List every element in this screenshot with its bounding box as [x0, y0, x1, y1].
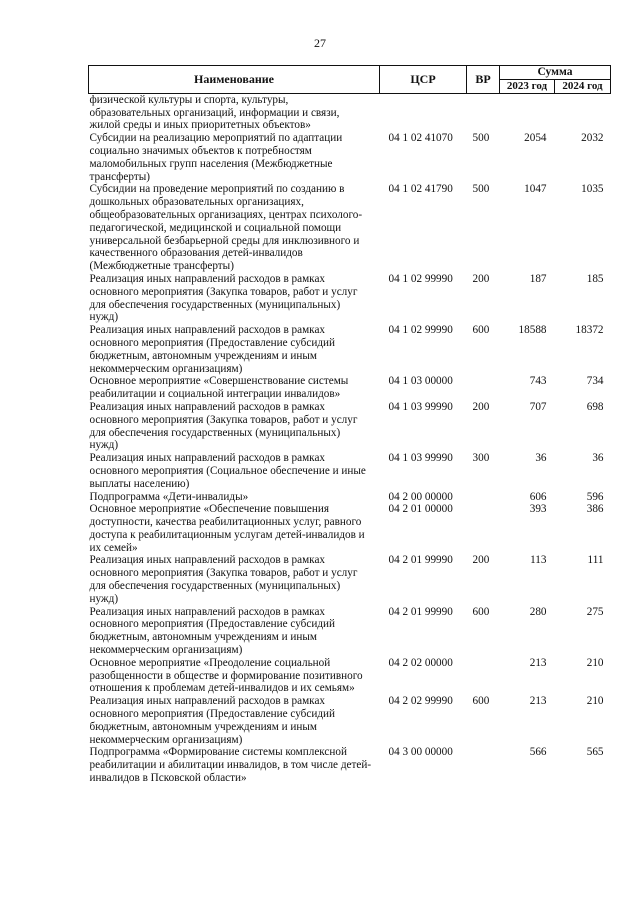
- header-csr: ЦСР: [380, 66, 467, 94]
- row-vr-code: 600: [472, 324, 490, 337]
- row-amount-2023: 113: [530, 554, 547, 567]
- table-row: [89, 606, 611, 657]
- row-vr-code: 200: [472, 272, 490, 285]
- table-row: [89, 375, 611, 401]
- row-vr-code: [467, 503, 500, 554]
- row-amount-2024: 275: [586, 605, 604, 618]
- table-row: [89, 554, 611, 605]
- row-amount-2023: [500, 93, 555, 132]
- row-amount-2023: 1047: [524, 183, 547, 196]
- header-name: Наименование: [89, 66, 380, 94]
- row-amount-2024: 698: [586, 400, 604, 413]
- row-amount-2024: 111: [587, 554, 604, 567]
- row-vr-code: 300: [472, 452, 490, 465]
- row-name: Основное мероприятие «Обеспечение повышения доступности, качества реабилитационных услуг, равного доступа к реабилитационным услугам детей-инвалидов и их семей»: [89, 503, 365, 554]
- row-vr-code: 200: [472, 554, 490, 567]
- row-amount-2023: 36: [535, 452, 547, 465]
- row-csr-code: 04 1 03 99990: [388, 400, 453, 413]
- row-csr-code: 04 1 03 00000: [388, 375, 453, 388]
- row-amount-2024: 36: [592, 452, 604, 465]
- row-csr-code: 04 1 02 99990: [388, 272, 453, 285]
- row-amount-2023: 187: [529, 272, 547, 285]
- row-name: Реализация иных направлений расходов в рамках основного мероприятия (Закупка товаров, работ и услуг для обеспечения государственных (муниципальных) нужд): [89, 400, 358, 452]
- row-csr-code: 04 2 02 99990: [388, 695, 453, 708]
- row-csr-code: 04 2 01 99990: [388, 605, 453, 618]
- row-csr-code: 04 2 00 00000: [388, 490, 453, 503]
- row-amount-2023: 213: [529, 656, 547, 669]
- row-csr-code: 04 2 01 99990: [388, 554, 453, 567]
- table-row: [89, 273, 611, 324]
- row-amount-2024: 565: [586, 746, 604, 759]
- row-amount-2024: 1035: [581, 183, 604, 196]
- row-name: Субсидии на проведение мероприятий по созданию в дошкольных образовательных организациях, общеобразовательных организациях, центрах психолого-педагогической, медицинской и социальной помощи универсальной безбарьерной среды для инклюзивного и качественного образования детей-инвалидов (Межбюджетные трансферты): [89, 183, 363, 273]
- budget-table: [88, 65, 611, 785]
- row-name: Субсидии на реализацию мероприятий по адаптации социально значимых объектов к потребностям маломобильных групп населения (Межбюджетные трансферты): [89, 132, 343, 183]
- row-csr-code: 04 1 02 41790: [388, 183, 453, 196]
- table-row: [89, 452, 611, 490]
- row-amount-2023: 280: [529, 605, 547, 618]
- table-row: [89, 401, 611, 452]
- row-amount-2024: 185: [586, 272, 604, 285]
- row-amount-2024: 18372: [575, 324, 604, 337]
- row-amount-2024: 734: [586, 375, 604, 388]
- row-vr-code: 200: [472, 400, 490, 413]
- row-amount-2024: 596: [586, 490, 604, 503]
- row-name: Подпрограмма «Формирование системы комплексной реабилитации и абилитации инвалидов, в том числе детей-инвалидов в Псковской области»: [89, 746, 372, 785]
- row-name: Основное мероприятие «Совершенствование системы реабилитации и социальной интеграции инвалидов»: [89, 375, 349, 401]
- row-name: физической культуры и спорта, культуры, образовательных организаций, информации и связи, жилой среды и иных приоритетных объектов»: [89, 93, 340, 132]
- row-vr-code: [467, 491, 500, 504]
- row-vr-code: 500: [472, 183, 490, 196]
- row-amount-2023: 707: [529, 400, 547, 413]
- header-year-2023: 2023 год: [500, 80, 555, 94]
- table-row: [89, 695, 611, 746]
- row-name: Подпрограмма «Дети-инвалиды»: [89, 490, 249, 503]
- row-amount-2023: 2054: [524, 132, 547, 145]
- table-row: [89, 93, 611, 132]
- row-amount-2024: 210: [586, 695, 604, 708]
- table-row: [89, 491, 611, 504]
- row-name: Реализация иных направлений расходов в рамках основного мероприятия (Социальное обеспечение и иные выплаты населению): [89, 452, 366, 490]
- row-vr-code: 600: [472, 695, 490, 708]
- row-vr-code: [467, 746, 500, 784]
- row-amount-2023: 393: [529, 503, 547, 516]
- row-csr-code: 04 2 02 00000: [388, 656, 453, 669]
- table-row: [89, 324, 611, 375]
- row-vr-code: 600: [472, 605, 490, 618]
- row-amount-2023: 606: [529, 490, 547, 503]
- row-name: Реализация иных направлений расходов в рамках основного мероприятия (Предоставление субсидий бюджетным, автономным учреждениям и иным некоммерческим организациям): [89, 605, 335, 657]
- row-vr-code: 500: [472, 132, 490, 145]
- row-amount-2023: 213: [529, 695, 547, 708]
- row-amount-2023: 743: [529, 375, 547, 388]
- row-amount-2023: 566: [529, 746, 547, 759]
- table-body: [89, 93, 611, 785]
- row-csr-code: 04 3 00 00000: [388, 746, 453, 759]
- table-row: [89, 657, 611, 695]
- header-year-2024: 2024 год: [555, 80, 611, 94]
- row-csr-code: 04 1 03 99990: [388, 452, 453, 465]
- row-amount-2024: [555, 93, 611, 132]
- row-name: Основное мероприятие «Преодоление социальной разобщенности в обществе и формирование позитивного отношения к проблемам детей-инвалидов и их семьям»: [89, 656, 363, 695]
- row-vr-code: [467, 375, 500, 401]
- page-number: 27: [314, 36, 326, 50]
- row-csr-code: 04 1 02 99990: [388, 324, 453, 337]
- table-row: [89, 183, 611, 273]
- row-csr-code: 04 1 02 41070: [388, 132, 453, 145]
- table-row: [89, 132, 611, 183]
- row-amount-2024: 386: [586, 503, 604, 516]
- header-vr: ВР: [467, 66, 500, 94]
- table-header: [89, 66, 611, 94]
- header-sum: Сумма: [500, 66, 611, 80]
- row-name: Реализация иных направлений расходов в рамках основного мероприятия (Закупка товаров, работ и услуг для обеспечения государственных (муниципальных) нужд): [89, 554, 358, 605]
- row-csr-code: 04 2 01 00000: [388, 503, 453, 516]
- row-vr-code: [467, 93, 500, 132]
- row-name: Реализация иных направлений расходов в рамках основного мероприятия (Предоставление субсидий бюджетным, автономным учреждениям и иным некоммерческим организациям): [89, 695, 335, 746]
- row-amount-2024: 210: [586, 656, 604, 669]
- table-row: [89, 503, 611, 554]
- row-name: Реализация иных направлений расходов в рамках основного мероприятия (Предоставление субсидий бюджетным, автономным учреждениям и иным некоммерческим организациям): [89, 324, 335, 375]
- row-csr-code: [380, 93, 467, 132]
- row-name: Реализация иных направлений расходов в рамках основного мероприятия (Закупка товаров, работ и услуг для обеспечения государственных (муниципальных) нужд): [89, 272, 358, 324]
- row-vr-code: [467, 657, 500, 695]
- row-amount-2024: 2032: [581, 132, 604, 145]
- table-row: [89, 746, 611, 784]
- row-amount-2023: 18588: [518, 324, 547, 337]
